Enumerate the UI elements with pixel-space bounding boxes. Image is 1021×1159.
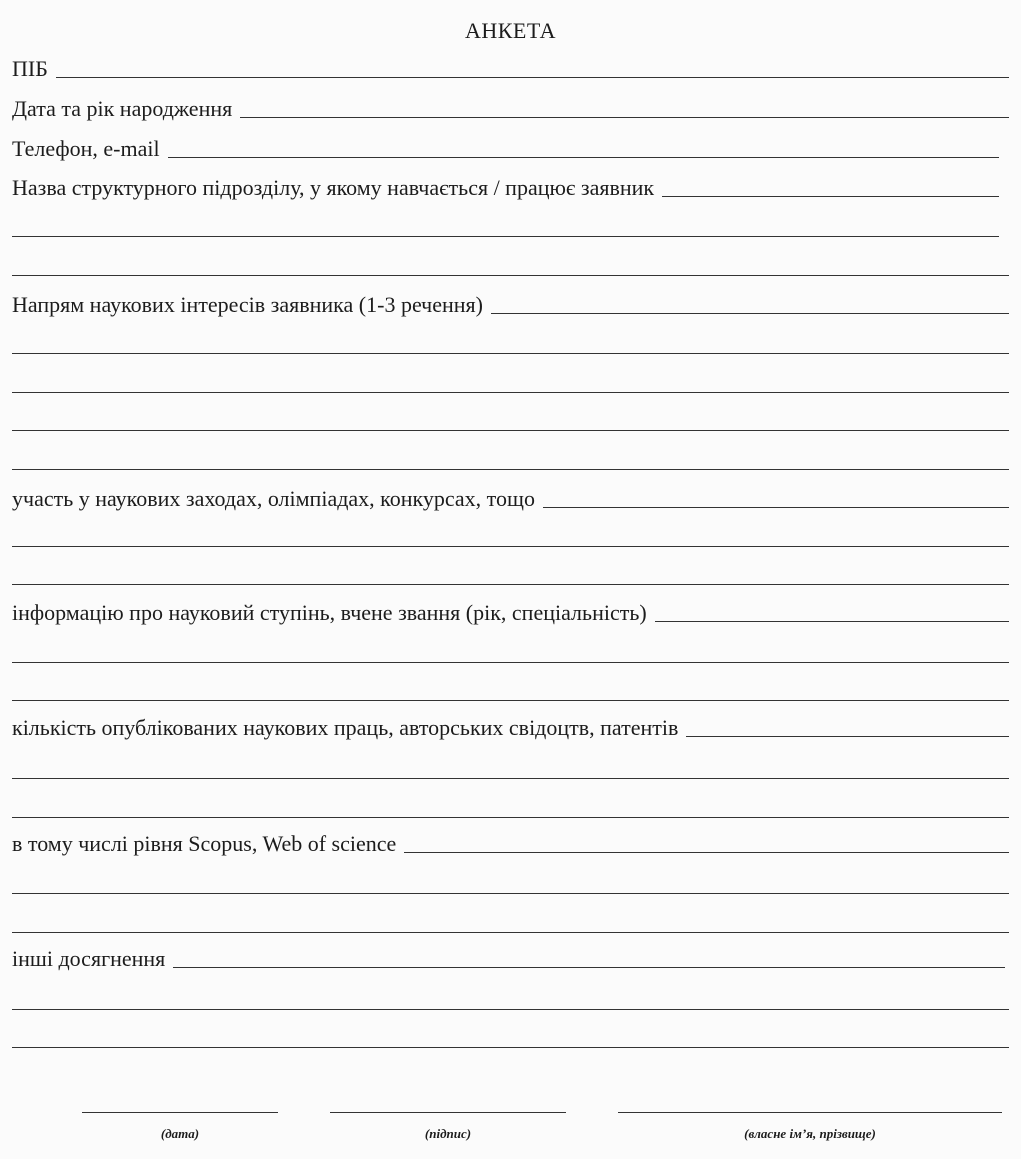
date-caption: (дата) bbox=[160, 1126, 200, 1141]
other-row bbox=[12, 946, 1005, 972]
publications-field[interactable] bbox=[686, 736, 1009, 737]
page-title: АНКЕТА bbox=[464, 18, 557, 43]
interests-field[interactable] bbox=[491, 313, 1009, 314]
department-row bbox=[12, 175, 999, 201]
degree-line-2[interactable] bbox=[12, 700, 1009, 701]
degree-row bbox=[12, 600, 1009, 626]
department-field[interactable] bbox=[662, 196, 999, 197]
birth-row bbox=[12, 96, 1009, 122]
scopus-line-2[interactable] bbox=[12, 932, 1009, 933]
interests-label: Напрям наукових інтересів заявника (1-3 речення) bbox=[12, 292, 483, 317]
pib-row bbox=[12, 56, 1009, 82]
other-line-1[interactable] bbox=[12, 1009, 1009, 1010]
department-label: Назва структурного підрозділу, у якому навчається / працює заявник bbox=[12, 175, 655, 200]
scopus-line-1[interactable] bbox=[12, 893, 1009, 894]
name-caption: (власне ім’я, прізвище) bbox=[744, 1126, 876, 1141]
events-field[interactable] bbox=[543, 507, 1009, 508]
contact-row bbox=[12, 136, 999, 162]
scopus-field[interactable] bbox=[404, 852, 1009, 853]
interests-line-2[interactable] bbox=[12, 392, 1009, 393]
degree-field[interactable] bbox=[655, 621, 1009, 622]
birth-field[interactable] bbox=[240, 117, 1009, 118]
publications-line-2[interactable] bbox=[12, 817, 1009, 818]
interests-line-4[interactable] bbox=[12, 469, 1009, 470]
scopus-label: в тому числі рівня Scopus, Web of science bbox=[12, 831, 397, 856]
department-line-2[interactable] bbox=[12, 275, 1009, 276]
interests-row bbox=[12, 292, 1009, 318]
interests-line-1[interactable] bbox=[12, 353, 1009, 354]
department-line-1[interactable] bbox=[12, 236, 999, 237]
pib-field[interactable] bbox=[56, 77, 1009, 78]
interests-line-3[interactable] bbox=[12, 430, 1009, 431]
pib-label: ПІБ bbox=[12, 56, 48, 81]
degree-line-1[interactable] bbox=[12, 662, 1009, 663]
publications-label: кількість опублікованих наукових праць, авторських свідоцтв, патентів bbox=[12, 715, 679, 740]
other-field[interactable] bbox=[173, 967, 1005, 968]
publications-row bbox=[12, 715, 1009, 741]
events-line-1[interactable] bbox=[12, 546, 1009, 547]
contact-field[interactable] bbox=[168, 157, 999, 158]
birth-label: Дата та рік народження bbox=[12, 96, 233, 121]
date-signature-line[interactable] bbox=[82, 1112, 278, 1113]
events-row bbox=[12, 486, 1009, 512]
degree-label: інформацію про науковий ступінь, вчене звання (рік, спеціальність) bbox=[12, 600, 647, 625]
other-line-2[interactable] bbox=[12, 1047, 1009, 1048]
sign-signature-line[interactable] bbox=[330, 1112, 566, 1113]
sign-caption: (підпис) bbox=[424, 1126, 472, 1141]
other-label: інші досягнення bbox=[12, 946, 166, 971]
scopus-row bbox=[12, 831, 1009, 857]
publications-line-1[interactable] bbox=[12, 778, 1009, 779]
name-signature-line[interactable] bbox=[618, 1112, 1002, 1113]
contact-label: Телефон, e-mail bbox=[12, 136, 160, 161]
events-line-2[interactable] bbox=[12, 584, 1009, 585]
events-label: участь у наукових заходах, олімпіадах, конкурсах, тощо bbox=[12, 486, 535, 511]
